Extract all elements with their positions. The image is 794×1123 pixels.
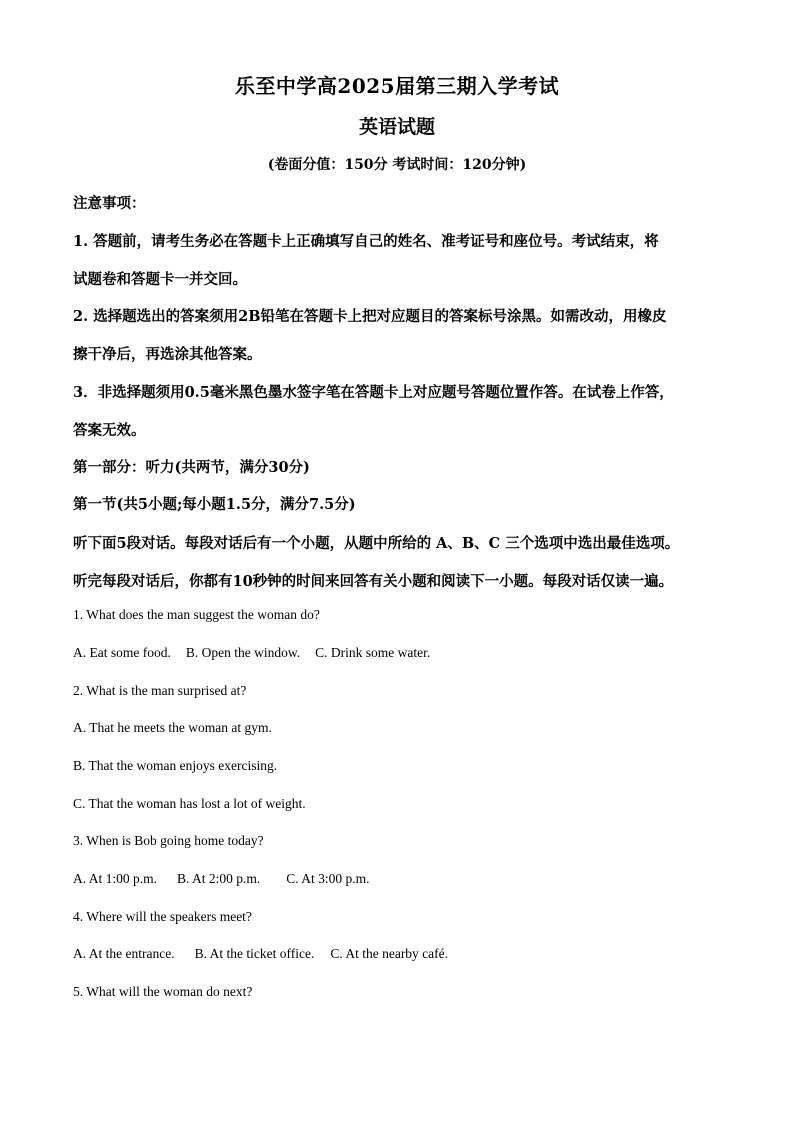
notice-line-2: 试题卷和答题卡一并交回。 [73, 271, 247, 288]
question-2-option-c: C. That the woman has lost a lot of weight. [73, 796, 306, 811]
section-sub-heading: 第一节(共5小题;每小题1.5分，满分7.5分) [73, 496, 356, 513]
instruction-line-1: 听下面5段对话。每段对话后有一个小题，从题中所给的 A、B、C 三个选项中选出最佳选项。 [73, 535, 680, 552]
question-3-stem: 3. When is Bob going home today? [73, 833, 264, 848]
notice-heading: 注意事项： [73, 195, 146, 212]
question-2-option-a: A. That he meets the woman at gym. [73, 720, 272, 735]
notice-line-4: 擦干净后，再选涂其他答案。 [73, 346, 262, 363]
notice-line-6: 答案无效。 [73, 422, 146, 439]
exam-title: 乐至中学高2025届第三期入学考试 [234, 74, 560, 98]
section-part-heading: 第一部分：听力(共两节，满分30分) [73, 459, 310, 476]
question-3-option-c: C. At 3:00 p.m. [286, 871, 370, 886]
question-1-option-a: A. Eat some food. [73, 645, 171, 660]
exam-info: (卷面分值：150分 考试时间：120分钟) [267, 157, 527, 173]
question-4-option-a: A. At the entrance. [73, 946, 175, 961]
question-1-option-c: C. Drink some water. [315, 645, 431, 660]
question-1-stem: 1. What does the man suggest the woman do? [73, 607, 320, 622]
question-4-option-b: B. At the ticket office. [194, 946, 315, 961]
question-5-stem: 5. What will the woman do next? [73, 984, 253, 999]
notice-line-3: 2. 选择题选出的答案须用2B铅笔在答题卡上把对应题目的答案标号涂黑。如需改动，用橡皮 [73, 308, 667, 325]
question-2-option-b: B. That the woman enjoys exercising. [73, 758, 278, 773]
question-3-options [73, 871, 385, 887]
question-4-stem: 4. Where will the speakers meet? [73, 909, 252, 924]
exam-subject: 英语试题 [358, 116, 435, 138]
notice-line-1: 1. 答题前，请考生务必在答题卡上正确填写自己的姓名、准考证号和座位号。考试结束，将 [73, 233, 659, 250]
notice-line-5: 3．非选择题须用0.5毫米黑色墨水签字笔在答题卡上对应题号答题位置作答。在试卷上作答， [73, 384, 674, 401]
question-3-option-a: A. At 1:00 p.m. [73, 871, 158, 886]
question-3-option-b: B. At 2:00 p.m. [177, 871, 261, 886]
question-2-stem: 2. What is the man surprised at? [73, 683, 247, 698]
question-1-option-b: B. Open the window. [185, 645, 301, 660]
question-4-options [73, 946, 463, 962]
question-4-option-c: C. At the nearby café. [330, 946, 449, 961]
instruction-line-2: 听完每段对话后，你都有10秒钟的时间来回答有关小题和阅读下一小题。每段对话仅读一遍。 [73, 573, 674, 590]
question-1-options [73, 645, 445, 661]
